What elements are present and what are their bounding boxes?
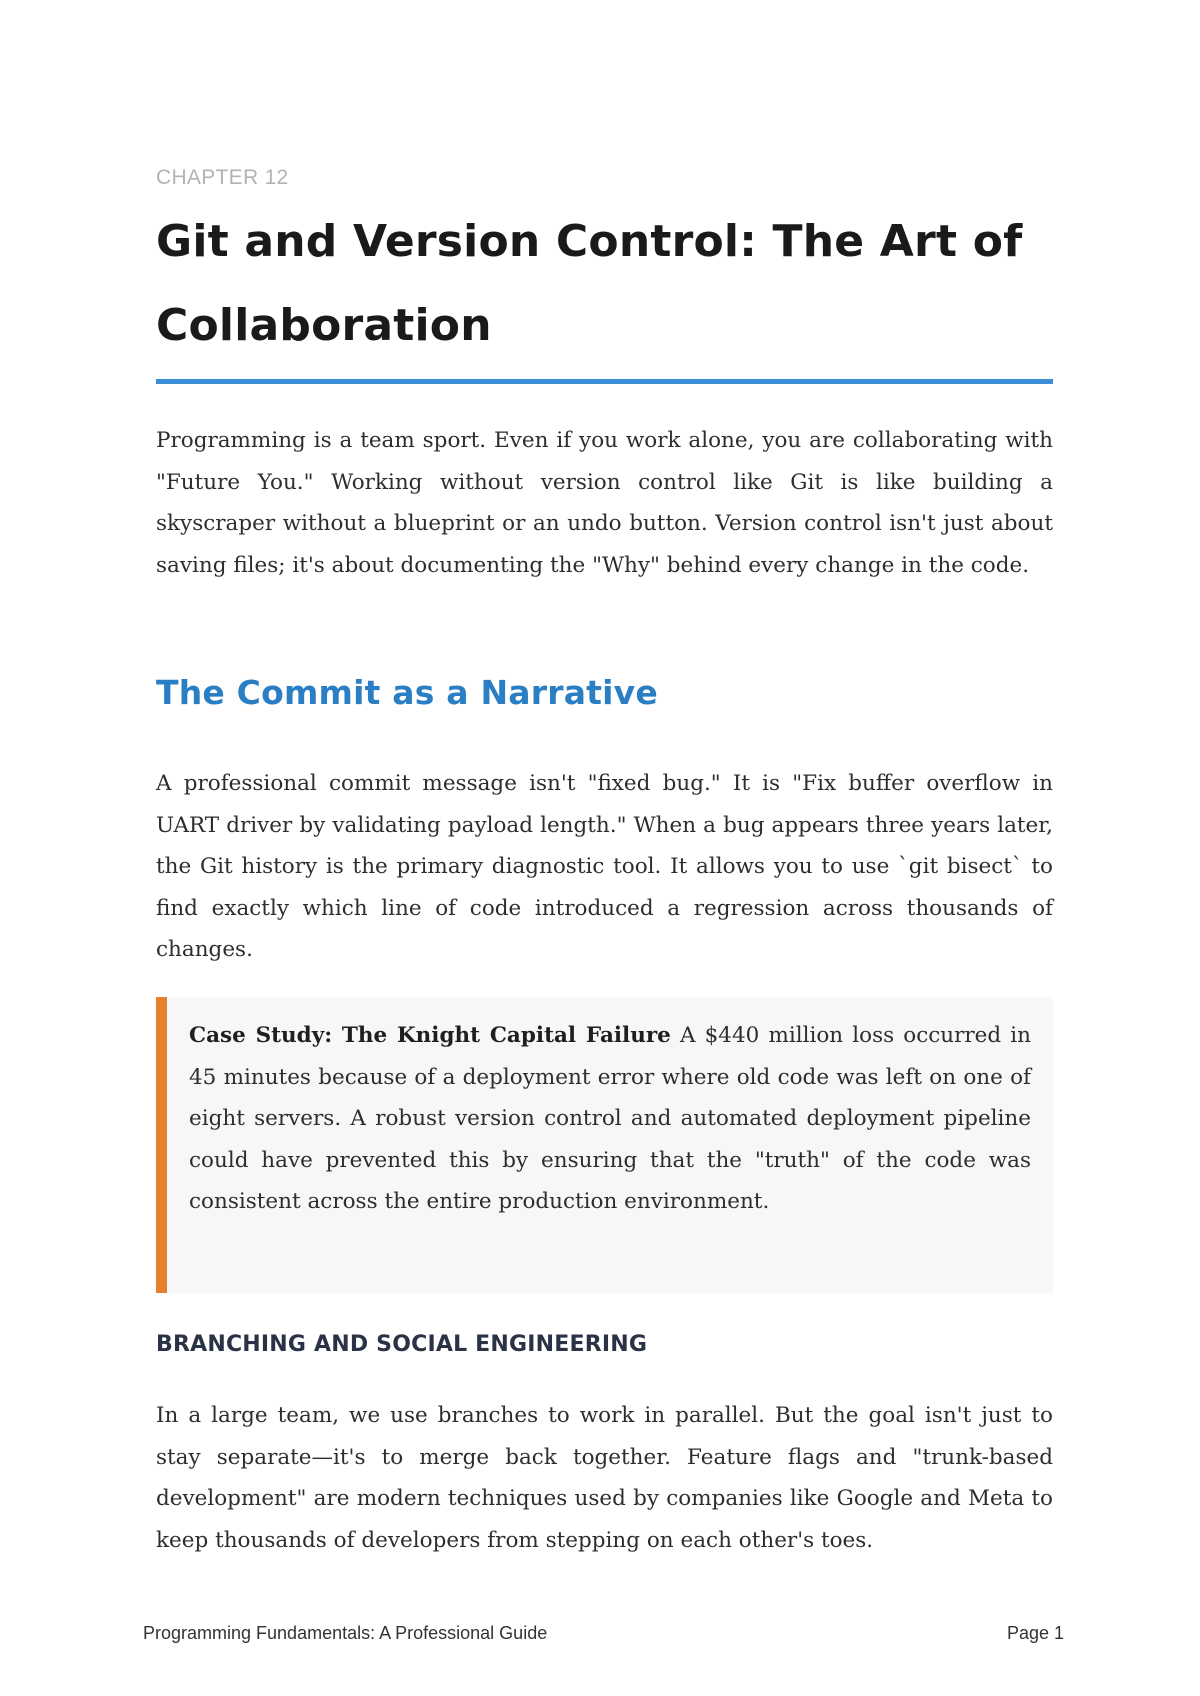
callout-text: A $440 million loss occurred in 45 minutes because of a deployment error where old code was left on one of eight servers. A robust version control and automated deployment pipeline could have prevented this by ensuring that the "truth" of the code was consistent across the entire production environment. <box>189 1023 1031 1214</box>
case-study-callout <box>156 997 1053 1293</box>
section-heading-branching: BRANCHING AND SOCIAL ENGINEERING <box>156 1332 648 1357</box>
branching-paragraph: In a large team, we use branches to work in parallel. But the goal isn't just to stay separate—it's to merge back together. Feature flags and "trunk-based development" are modern techniques used by companies like Google and Meta to keep thousands of developers from stepping on each other's toes. <box>156 1403 1053 1553</box>
callout-body <box>189 1015 1031 1223</box>
chapter-title: Git and Version Control: The Art of Collaboration <box>156 216 1023 351</box>
commit-paragraph: A professional commit message isn't "fixed bug." It is "Fix buffer overflow in UART driver by validating payload length." When a bug appears three years later, the Git history is the primary diagnostic tool. It allows you to use `git bisect` to find exactly which line of code introduced a regression across thousands of changes. <box>156 771 1053 962</box>
intro-paragraph: Programming is a team sport. Even if you work alone, you are collaborating with "Future You." Working without version control like Git is like building a skyscraper without a blueprint or an undo button. Version control isn't just about saving files; it's about documenting the "Why" behind every change in the code. <box>156 428 1053 578</box>
section-heading-commit: The Commit as a Narrative <box>156 673 658 712</box>
footer-page-number: Page 1 <box>1006 1623 1064 1643</box>
callout-title: Case Study: The Knight Capital Failure <box>189 1023 671 1048</box>
footer-book-title: Programming Fundamentals: A Professional Guide <box>143 1623 548 1643</box>
chapter-label: CHAPTER 12 <box>156 166 289 189</box>
title-divider <box>156 379 1053 384</box>
